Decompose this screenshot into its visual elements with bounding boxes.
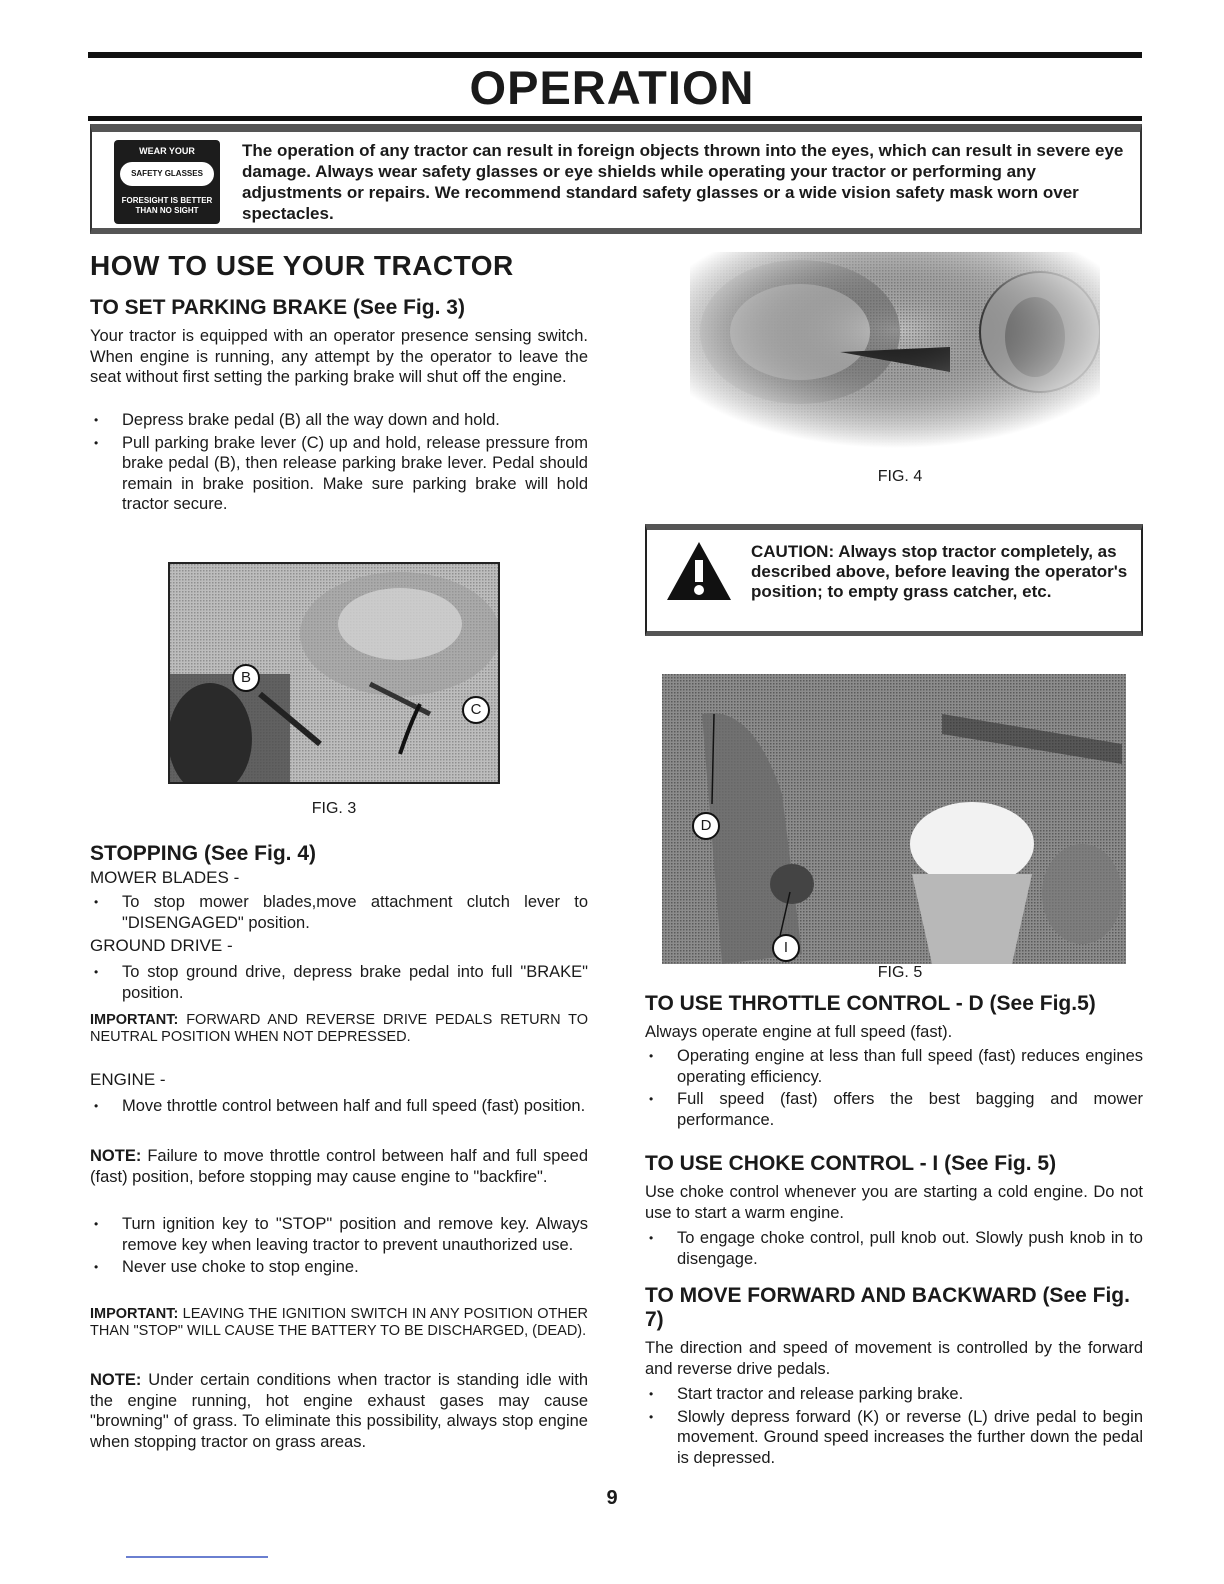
- list-item: • To stop ground drive, depress brake pedal into full "BRAKE" position.: [90, 962, 588, 1003]
- important-note-2: [90, 1306, 588, 1340]
- list-item: • Pull parking brake lever (C) up and hold, release pressure from brake pedal (B), then release parking brake lever. Pedal should remain in brake position. Make sure parking brake will hold tractor secure.: [90, 433, 588, 515]
- badge-line-1: WEAR YOUR: [139, 146, 195, 156]
- ground-drive-label: GROUND DRIVE -: [90, 936, 233, 955]
- note-1: [90, 1146, 588, 1187]
- page-title: OPERATION: [469, 61, 755, 114]
- top-rule: [88, 52, 1142, 58]
- callout-d: D: [692, 812, 720, 840]
- parking-brake-heading: TO SET PARKING BRAKE (See Fig. 3): [90, 296, 465, 319]
- stopping-heading: STOPPING (See Fig. 4): [90, 842, 316, 865]
- note-text: Under certain conditions when tractor is standing idle with the engine running, hot engine exhaust gases may cause "browning" of grass. To eliminate this possibility, always stop engine when stopping tractor on grass areas.: [90, 1371, 588, 1451]
- throttle-intro: Always operate engine at full speed (fast).: [645, 1023, 953, 1041]
- fig-5-image: [662, 674, 1126, 964]
- note-label: NOTE:: [90, 1371, 142, 1389]
- ignition-steps: [90, 1214, 588, 1280]
- important-text: LEAVING THE IGNITION SWITCH IN ANY POSITION OTHER THAN "STOP" WILL CAUSE THE BATTERY TO BE DISCHARGED, (DEAD).: [90, 1306, 588, 1339]
- parking-brake-intro: Your tractor is equipped with an operator presence sensing switch. When engine is running, any attempt by the operator to leave the seat without first setting the parking brake will shut off the engine.: [90, 327, 588, 386]
- fig-3-image: [168, 562, 500, 784]
- important-label: IMPORTANT:: [90, 1012, 179, 1028]
- engine-steps: [90, 1096, 588, 1119]
- fig-4-image: [690, 252, 1100, 448]
- fig-4-caption: FIG. 4: [877, 468, 923, 485]
- note-label: NOTE:: [90, 1147, 142, 1165]
- list-item: • Start tractor and release parking brake.: [645, 1384, 1143, 1405]
- list-item: • To stop mower blades,move attachment clutch lever to "DISENGAGED" position.: [90, 892, 588, 933]
- fig-3-caption: FIG. 3: [311, 800, 357, 817]
- footer-rule: [126, 1556, 268, 1558]
- title-rule: [88, 116, 1142, 121]
- ground-drive-steps: [90, 962, 588, 1005]
- move-steps: [645, 1384, 1143, 1470]
- move-intro: The direction and speed of movement is controlled by the forward and reverse drive pedals.: [645, 1339, 1143, 1378]
- stopping-photo: [690, 252, 1100, 448]
- note-2: [90, 1370, 588, 1452]
- list-item: • Move throttle control between half and full speed (fast) position.: [90, 1096, 588, 1117]
- callout-b: B: [232, 664, 260, 692]
- move-heading: TO MOVE FORWARD AND BACKWARD (See Fig. 7): [645, 1284, 1130, 1331]
- warning-triangle-icon: [665, 540, 733, 602]
- choke-intro: Use choke control whenever you are starting a cold engine. Do not use to start a warm engine.: [645, 1183, 1143, 1222]
- safety-text: The operation of any tractor can result in foreign objects thrown into the eyes, which can result in severe eye damage. Always wear safety glasses or eye shields while operating your tractor or performing any adjustments or repairs. We recommend standard safety glasses or a wide vision safety mask worn over spectacles.: [242, 141, 1124, 223]
- throttle-heading: TO USE THROTTLE CONTROL - D (See Fig.5): [645, 992, 1096, 1015]
- mower-blades-label: MOWER BLADES -: [90, 868, 240, 887]
- throttle-steps: [645, 1046, 1143, 1132]
- parking-brake-steps: [90, 410, 588, 517]
- section-heading: HOW TO USE YOUR TRACTOR: [90, 250, 514, 281]
- caution-text: CAUTION: Always stop tractor completely, as described above, before leaving the operator's position; to empty grass catcher, etc.: [751, 542, 1128, 601]
- parking-brake-photo: [170, 564, 500, 784]
- note-text: Failure to move throttle control between half and full speed (fast) position, before stopping may cause engine to "backfire".: [90, 1147, 588, 1186]
- caution-notice: [645, 524, 1143, 636]
- mower-blades-steps: [90, 892, 588, 935]
- choke-heading: TO USE CHOKE CONTROL - I (See Fig. 5): [645, 1152, 1057, 1175]
- engine-label: ENGINE -: [90, 1070, 166, 1089]
- throttle-choke-photo: [662, 674, 1126, 964]
- list-item: • To engage choke control, pull knob out. Slowly push knob in to disengage.: [645, 1228, 1143, 1269]
- list-item: • Turn ignition key to "STOP" position and remove key. Always remove key when leaving tractor to prevent unauthorized use.: [90, 1214, 588, 1255]
- important-label: IMPORTANT:: [90, 1306, 179, 1322]
- safety-glasses-badge: [114, 140, 220, 224]
- fig-5-caption: FIG. 5: [877, 964, 923, 981]
- badge-line-2: SAFETY GLASSES: [120, 162, 214, 186]
- list-item: • Depress brake pedal (B) all the way down and hold.: [90, 410, 588, 431]
- choke-steps: [645, 1228, 1143, 1271]
- list-item: • Full speed (fast) offers the best bagging and mower performance.: [645, 1089, 1143, 1130]
- callout-i: I: [772, 934, 800, 962]
- badge-line-3: FORESIGHT IS BETTER THAN NO SIGHT: [121, 196, 213, 215]
- callout-c: C: [462, 696, 490, 724]
- important-note-1: [90, 1012, 588, 1046]
- safety-glasses-notice: [90, 124, 1142, 234]
- list-item: • Never use choke to stop engine.: [90, 1257, 588, 1278]
- list-item: • Slowly depress forward (K) or reverse (L) drive pedal to begin movement. Ground speed increases the further down the pedal is depressed.: [645, 1407, 1143, 1469]
- page-number: 9: [606, 1487, 618, 1509]
- list-item: • Operating engine at less than full speed (fast) reduces engines operating efficiency.: [645, 1046, 1143, 1087]
- important-text: FORWARD AND REVERSE DRIVE PEDALS RETURN TO NEUTRAL POSITION WHEN NOT DEPRESSED.: [90, 1012, 588, 1045]
